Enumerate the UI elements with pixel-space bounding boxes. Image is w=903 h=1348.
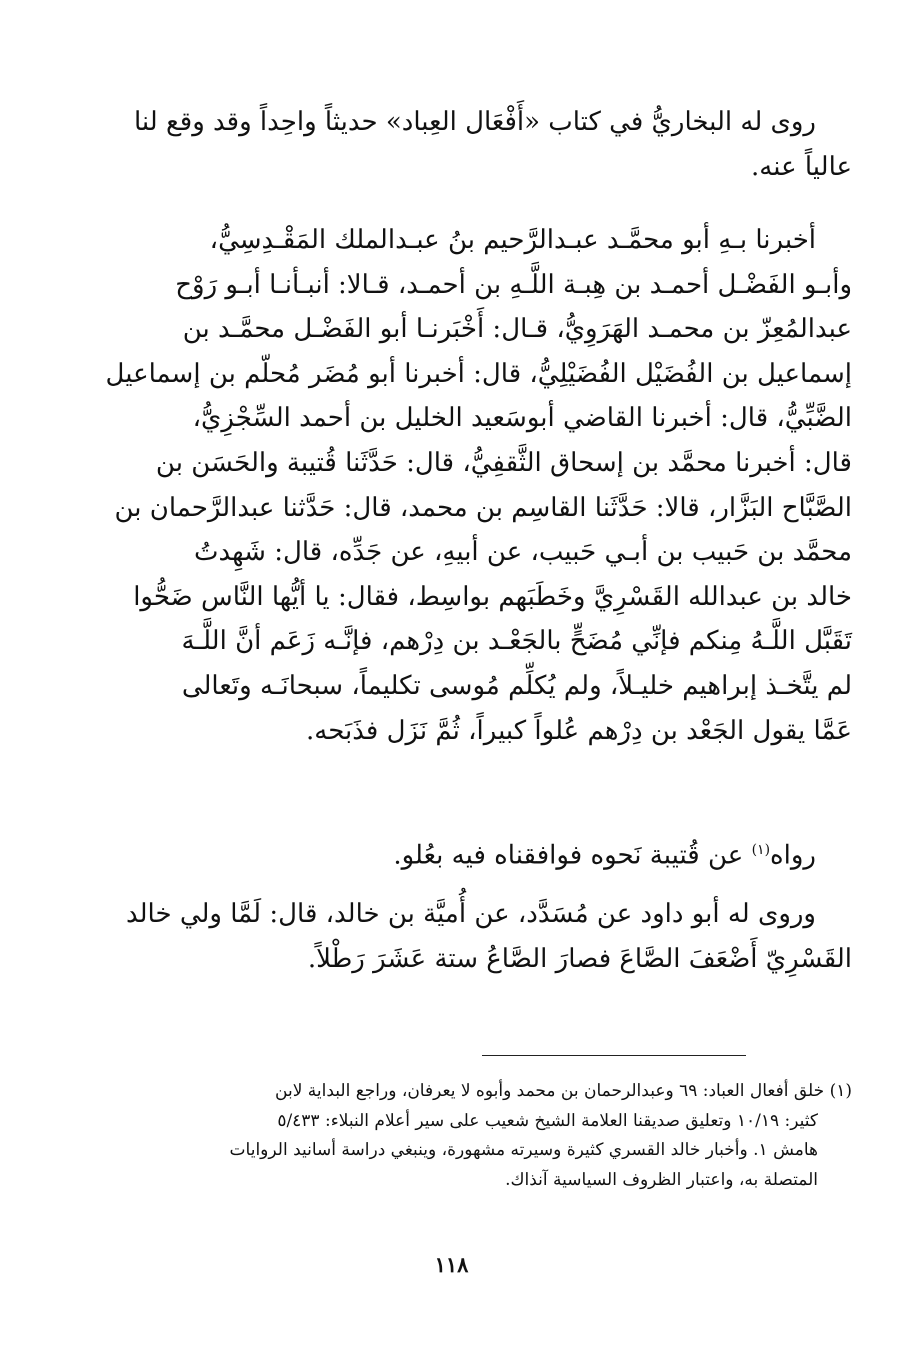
text-line: عبدالمُعِزّ بن محمـد الهَرَوِيُّ، قـال: أَخْبَرنـا أبو الفَضْـل محمَّـد بن	[182, 314, 852, 345]
text-line: لم يتَّخـذ إبراهيم خليـلاً، ولم يُكلِّم مُوسى تكليماً، سبحانَـه وتَعالى	[181, 670, 852, 701]
text-line: القَسْرِيّ أَضْعَفَ الصَّاعَ فصارَ الصَّاعُ ستة عَشَرَ رَطْلاً.	[307, 943, 852, 974]
paragraph-abu-dawud	[40, 892, 852, 981]
paragraph-isnad	[40, 218, 852, 753]
text-line: الضَّبِّيُّ، قال: أخبرنا القاضي أبوسَعيد الخليل بن أحمد السِّجْزِيُّ،	[192, 403, 852, 434]
text-line: روى له البخاريُّ في كتاب «أَفْعَال العِباد» حديثاً واحِداً وقد وقع لنا	[133, 107, 816, 137]
text-line: أخبرنا بـهِ أبو محمَّـد عبـدالرَّحيم بنُ عبـدالملك المَقْـدِسِيُّ،	[209, 225, 816, 255]
text-line: وأبـو الفَضْـل أحمـد بن هِبـة اللَّـهِ بن أحمـد، قـالا: أنبـأنـا أبـو رَوْح	[175, 269, 852, 300]
text-line: قال: أخبرنا محمَّد بن إسحاق الثَّقفِيُّ، قال: حَدَّثَنا قُتيبة والحَسَن بن	[155, 447, 852, 478]
footnote-ref: (١)	[751, 842, 771, 858]
text-line: إسماعيل بن الفُضَيْل الفُضَيْلِيُّ، قال: أخبرنا أبو مُضَر مُحلّم بن إسماعيل	[105, 358, 852, 389]
text-line: وروى له أبو داود عن مُسَدَّد، عن أُميَّة بن خالد، قال: لَمَّا ولي خالد	[125, 899, 816, 929]
text-fragment: عن قُتيبة نَحوه فوافقناه فيه بعُلو.	[393, 840, 752, 871]
text-line: تَقَبَّل اللَّـهُ مِنكم فإنِّي مُضَحٍّ بالجَعْـد بن دِرْهم، فإنَّـه زَعَم أنَّ اللَّـهَ	[181, 626, 852, 657]
footnote-line: هامش ١. وأخبار خالد القسري كثيرة وسيرته مشهورة، وينبغي دراسة أسانيد الروايات	[229, 1140, 818, 1160]
text-line: محمَّد بن حَبيب بن أبـي حَبيب، عن أبيهِ، عن جَدِّه، قال: شَهِدتُ	[194, 537, 852, 568]
text-line: عَمَّا يقول الجَعْد بن دِرْهم عُلواً كبيراً، ثُمَّ نَزَل فذَبَحه.	[306, 715, 852, 746]
footnote-line: (١) خلق أفعال العباد: ٦٩ وعبدالرحمان بن محمد وأبوه لا يعرفان، وراجع البداية لابن	[275, 1081, 852, 1101]
footnote-line: كثير: ١٠/١٩ وتعليق صديقنا العلامة الشيخ شعيب على سير أعلام النبلاء: ٥/٤٣٣	[277, 1110, 818, 1131]
text-line: خالد بن عبدالله القَسْرِيَّ وخَطَبَهم بواسِط، فقال: يا أيُّها النَّاس ضَحُّوا	[133, 581, 852, 612]
text-fragment: رواه	[770, 840, 816, 871]
footnote-divider	[482, 1055, 746, 1056]
text-line: عالياً عنه.	[751, 151, 852, 182]
text-line: الصَّبَّاح البَزَّار، قالا: حَدَّثَنا القاسِم بن محمد، قال: حَدَّثنا عبدالرَّحمان بن	[114, 492, 852, 523]
footnotes	[44, 1077, 852, 1195]
text-line	[40, 828, 852, 878]
paragraph-rawahu	[40, 828, 852, 878]
paragraph-bukhari	[40, 100, 852, 189]
footnote-line: المتصلة به، واعتبار الظروف السياسية آنذاك.	[505, 1169, 818, 1190]
page-number: ١١٨	[434, 1252, 469, 1277]
